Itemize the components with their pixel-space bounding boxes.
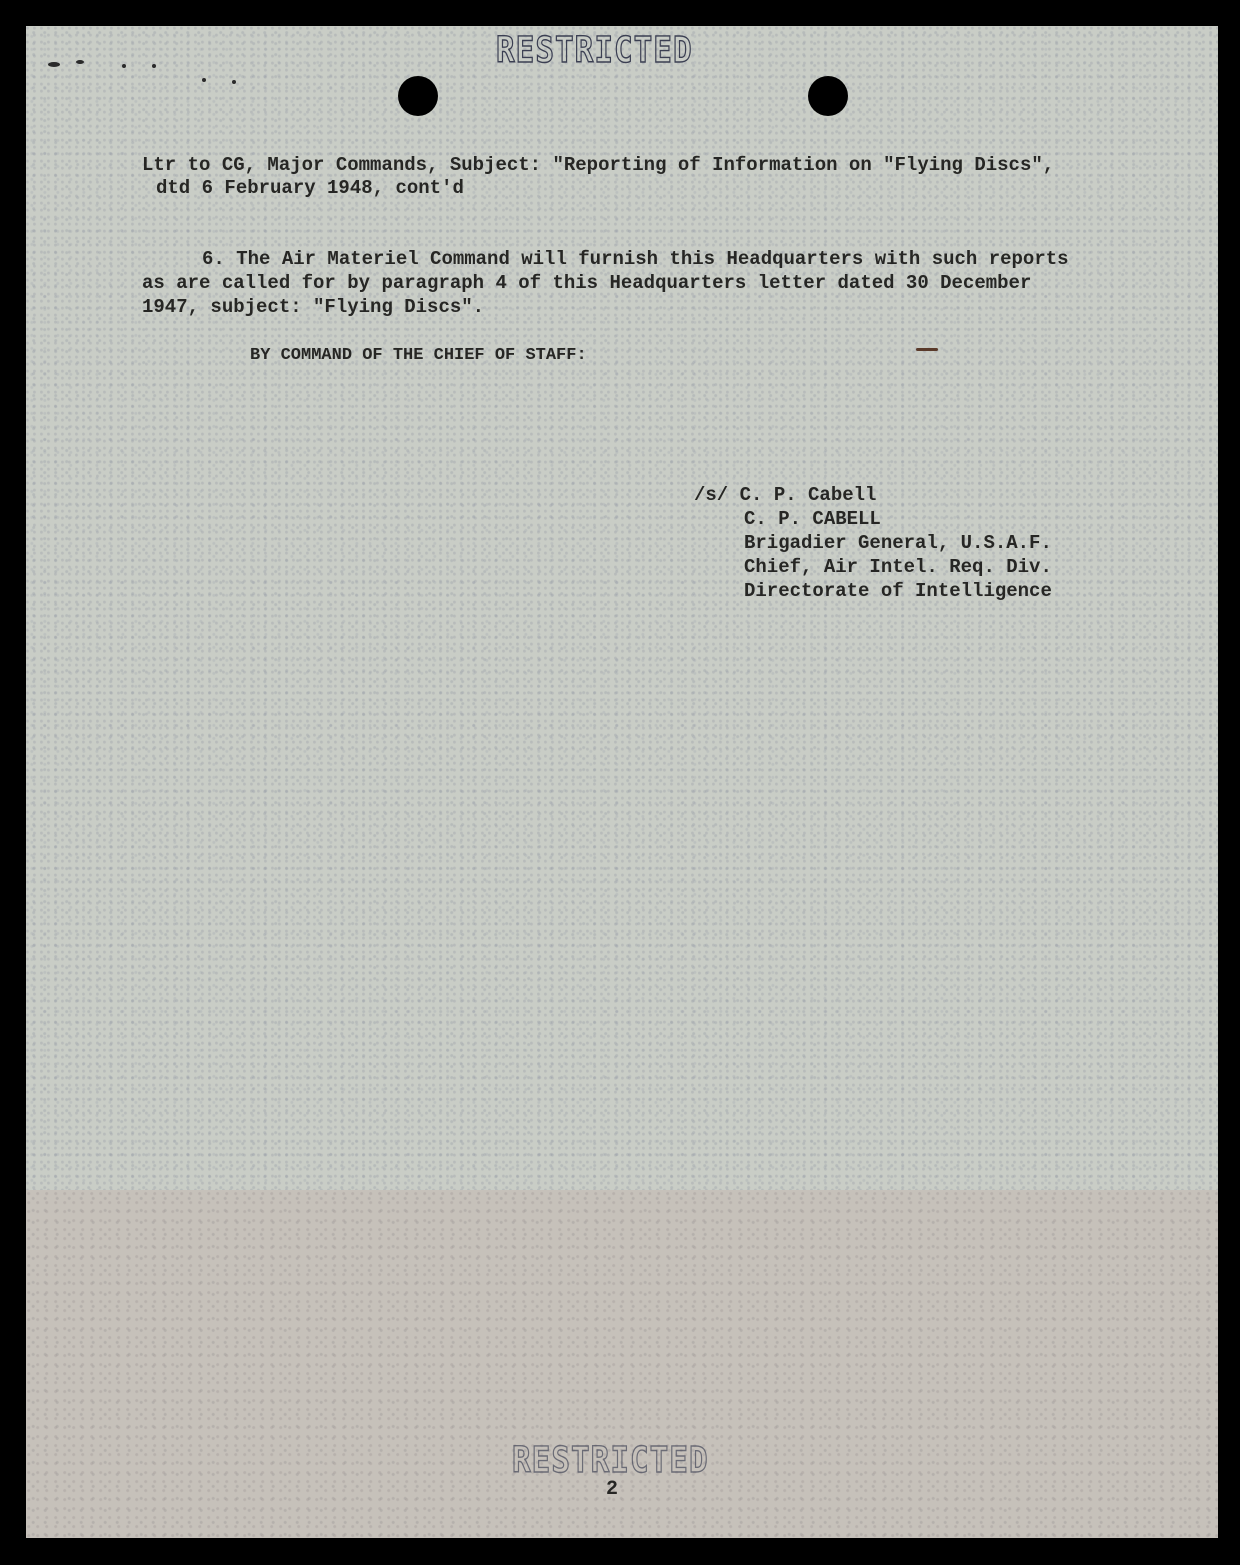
signature-line-5: Directorate of Intelligence xyxy=(744,580,1052,602)
signature-line-3: Brigadier General, U.S.A.F. xyxy=(744,532,1052,554)
signature-line-2: C. P. CABELL xyxy=(744,508,881,530)
command-line: BY COMMAND OF THE CHIEF OF STAFF: xyxy=(250,346,587,365)
header-restricted-stamp: RESTRICTED xyxy=(496,30,693,72)
punch-hole-right xyxy=(808,76,848,116)
ink-speck xyxy=(76,60,84,64)
paragraph-6-line-2: as are called for by paragraph 4 of this Headquarters letter dated 30 December xyxy=(142,272,1032,294)
signature-line-1: /s/ C. P. Cabell xyxy=(694,484,877,506)
paragraph-6-line-3: 1947, subject: "Flying Discs". xyxy=(142,296,485,318)
reference-line-2: dtd 6 February 1948, cont'd xyxy=(156,177,464,199)
paper-lower-band xyxy=(26,1190,1218,1538)
reference-line-1: Ltr to CG, Major Commands, Subject: "Reporting of Information on "Flying Discs", xyxy=(142,154,1055,176)
footer-restricted-stamp: RESTRICTED xyxy=(512,1440,709,1482)
ink-speck xyxy=(152,64,156,68)
ink-speck xyxy=(48,62,60,67)
paragraph-6-line-1: 6. The Air Materiel Command will furnish this Headquarters with such reports xyxy=(202,248,1069,270)
punch-hole-left xyxy=(398,76,438,116)
ink-mark xyxy=(916,348,938,351)
page-number: 2 xyxy=(606,1478,619,1501)
ink-speck xyxy=(232,80,236,84)
ink-speck xyxy=(202,78,206,82)
ink-speck xyxy=(122,64,126,68)
paper-sheet xyxy=(26,26,1218,1538)
signature-line-4: Chief, Air Intel. Req. Div. xyxy=(744,556,1052,578)
